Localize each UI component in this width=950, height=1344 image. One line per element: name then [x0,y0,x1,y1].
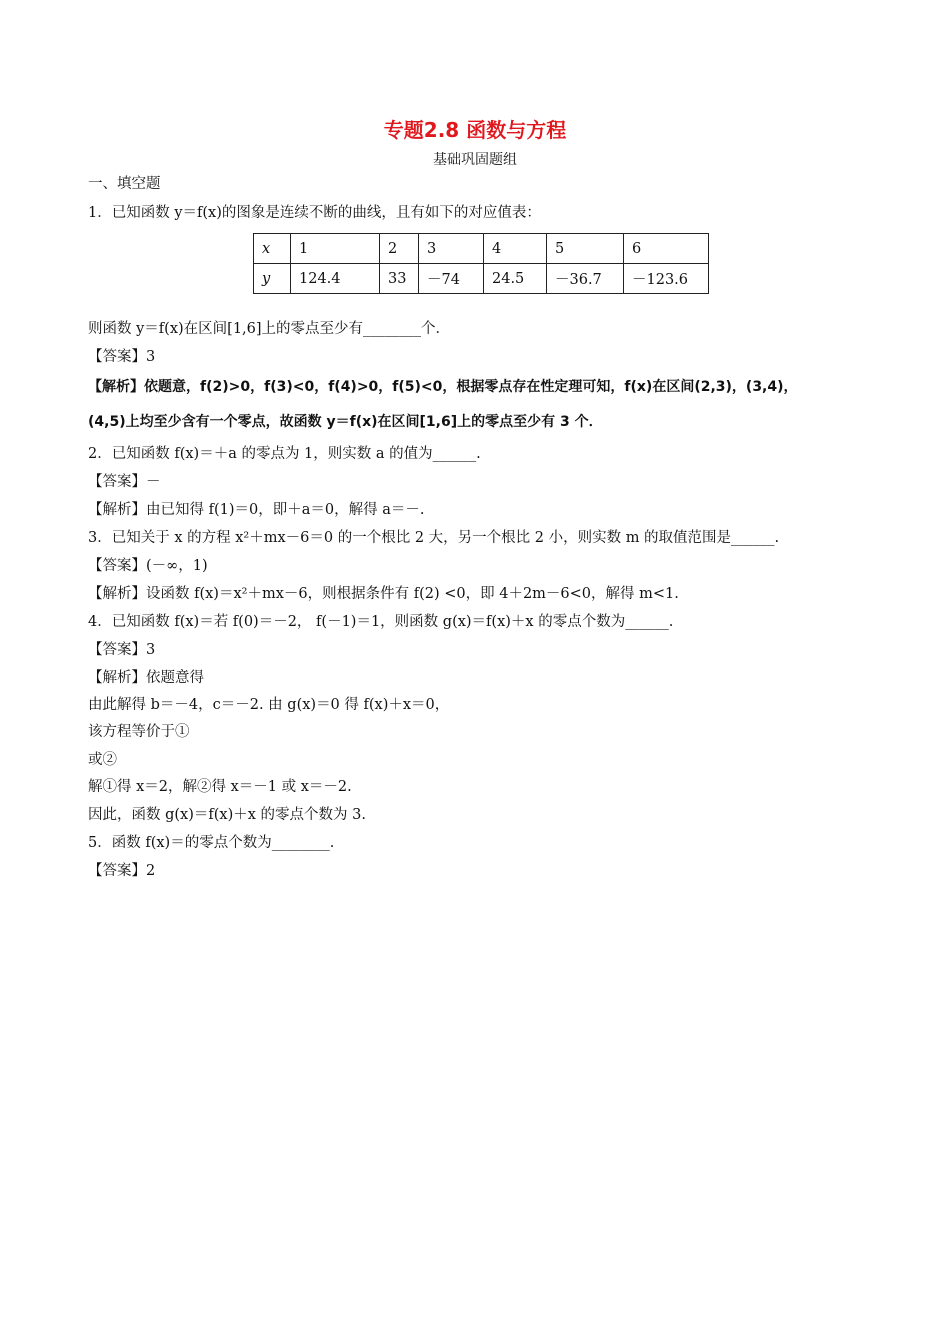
table-cell: 1 [291,234,380,264]
question-3: 3．已知关于 x 的方程 x²＋mx－6＝0 的一个根比 2 大，另一个根比 2 小，则实数 m 的取值范围是______. [88,530,780,546]
value-table [253,233,709,294]
table-cell: 3 [419,234,484,264]
table-row [254,234,709,264]
table-cell: 6 [624,234,709,264]
answer-5: 【答案】2 [88,863,156,879]
answer-1: 【答案】3 [88,349,156,365]
table-cell: 5 [547,234,624,264]
page-subtitle: 基础巩固题组 [433,152,517,168]
table-cell: 2 [380,234,419,264]
table-row [254,264,709,294]
question-2: 2．已知函数 f(x)＝＋a 的零点为 1，则实数 a 的值为______. [88,446,481,462]
table-cell: －36.7 [547,264,624,294]
table-cell: －123.6 [624,264,709,294]
analysis-4-line-2: 该方程等价于① [88,724,190,740]
table-cell: －74 [419,264,484,294]
section-heading: 一、填空题 [88,176,161,192]
analysis-4-line-3: 或② [88,752,117,768]
question-1: 1．已知函数 y＝f(x)的图象是连续不断的曲线，且有如下的对应值表： [88,205,541,221]
table-cell: 4 [484,234,547,264]
question-1-followup: 则函数 y＝f(x)在区间[1,6]上的零点至少有________个． [88,321,451,337]
question-4: 4．已知函数 f(x)＝若 f(0)＝－2， f(－1)＝1，则函数 g(x)＝f(x)＋x 的零点个数为______. [88,614,674,630]
table-cell: 33 [380,264,419,294]
analysis-3: 【解析】设函数 f(x)＝x²＋mx－6，则根据条件有 f(2) <0，即 4＋2m－6<0，解得 m<1. [88,586,679,602]
table-cell: x [254,234,291,264]
page-title: 专题2.8 函数与方程 [383,118,567,142]
analysis-1-line-1: 【解析】依题意，f(2)>0，f(3)<0，f(4)>0，f(5)<0，根据零点存在性定理可知，f(x)在区间(2,3)，(3,4)， [88,379,798,395]
answer-4: 【答案】3 [88,642,156,658]
answer-2: 【答案】－ [88,474,161,490]
analysis-2: 【解析】由已知得 f(1)＝0，即＋a＝0，解得 a＝－. [88,502,425,518]
analysis-4-line-4: 解①得 x＝2，解②得 x＝－1 或 x＝－2. [88,779,352,795]
table-cell: 24.5 [484,264,547,294]
question-5: 5．函数 f(x)＝的零点个数为________. [88,835,335,851]
analysis-4: 【解析】依题意得 [88,670,204,686]
analysis-4-line-5: 因此，函数 g(x)＝f(x)＋x 的零点个数为 3. [88,807,366,823]
answer-3: 【答案】(－∞，1) [88,558,208,574]
analysis-4-line-1: 由此解得 b＝－4，c＝－2. 由 g(x)＝0 得 f(x)＋x＝0， [88,697,450,713]
analysis-1-line-2: (4,5)上均至少含有一个零点，故函数 y＝f(x)在区间[1,6]上的零点至少有 3 个． [88,414,603,430]
table-cell: 124.4 [291,264,380,294]
table-cell: y [254,264,291,294]
